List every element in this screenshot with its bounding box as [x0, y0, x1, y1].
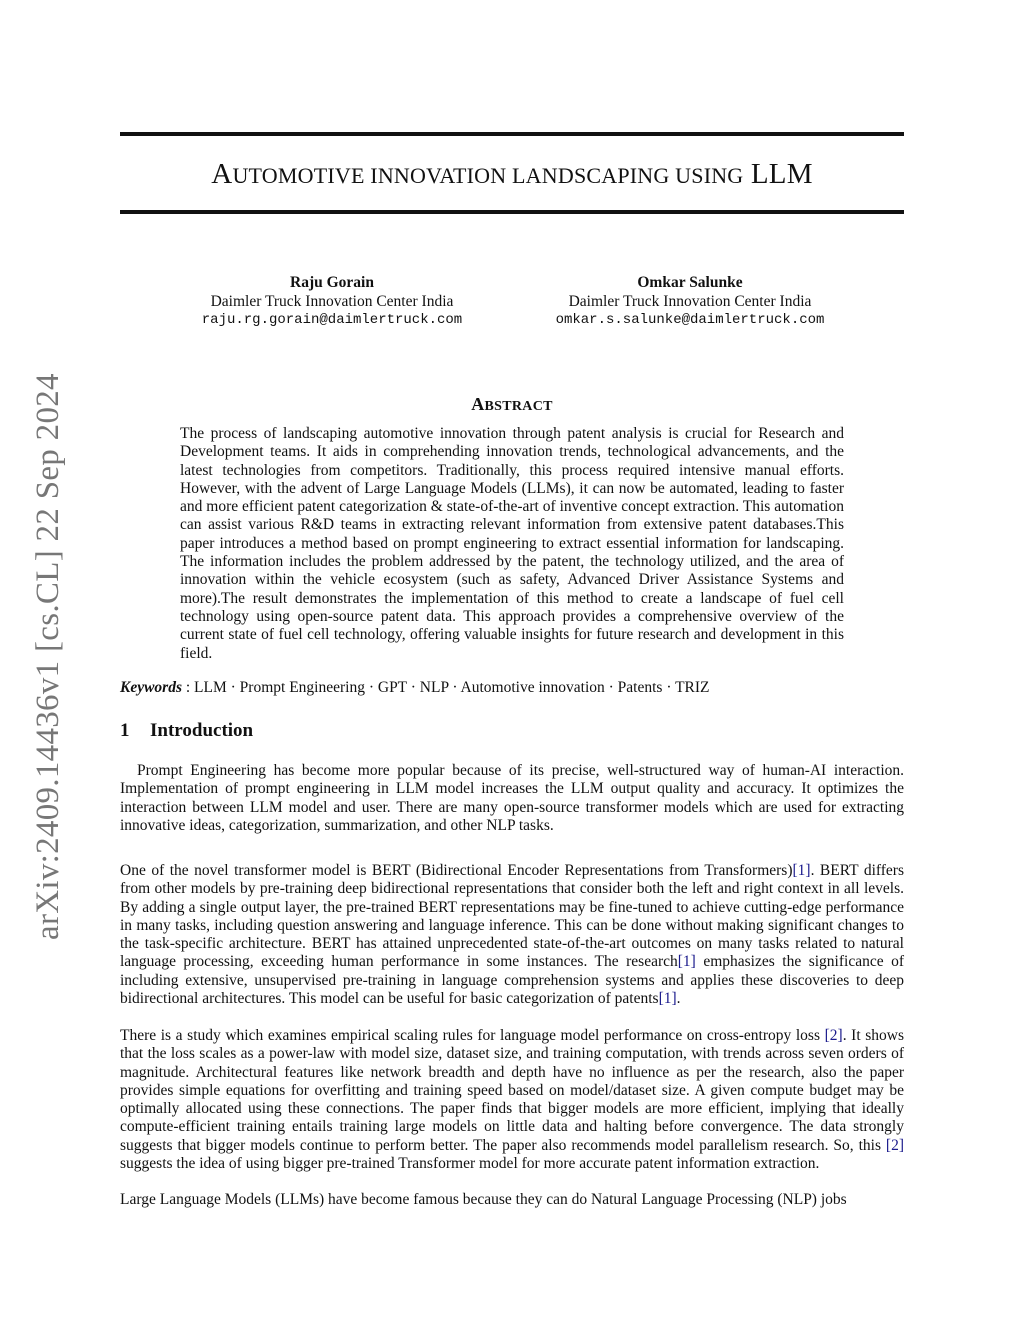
- intro-paragraph-3: [120, 1027, 904, 1173]
- paragraph-text: .: [676, 990, 681, 1008]
- section-number: 1: [120, 720, 130, 741]
- citation-link[interactable]: [1]: [792, 862, 811, 879]
- title-rule-top: [120, 132, 904, 136]
- section-title: Introduction: [150, 720, 254, 741]
- intro-paragraph-1: Prompt Engineering has become more popular because of its precise, well-structured way of human-AI interaction. Implementation of prompt engineering in LLM model increases the LLM output quality and accuracy. It optimizes the interaction between LLM model and user. There are many open-source transformer models which are used for extracting innovative ideas, categorization, summarization, and other NLP tasks.: [120, 762, 904, 834]
- arxiv-sidebar-identifier: arXiv:2409.14436v1 [cs.CL] 22 Sep 2024: [30, 373, 66, 940]
- section-heading-introduction: [120, 720, 253, 742]
- keywords-label: Keywords: [120, 679, 182, 696]
- title-first-letter: A: [211, 158, 233, 190]
- paragraph-text: One of the novel transformer model is BERT (Bidirectional Encoder Representations from Transformers): [120, 862, 793, 879]
- author-block-2: [510, 273, 870, 330]
- author-affiliation: Daimler Truck Innovation Center India: [210, 293, 454, 310]
- abstract-text: The process of landscaping automotive innovation through patent analysis is crucial for Research and Development teams. It aids in comprehending innovation trends, technological advancements, and the latest technologies from competitors. Traditionally, this process required intensive manual efforts. However, with the advent of Large Language Models (LLMs), it can now be automated, leading to faster and more efficient patent categorization & state-of-the-art of inventive concept extraction. This automation can assist various R&D teams in extracting relevant information from extensive patent databases.This paper introduces a method based on prompt engineering to extract essential information for landscaping. The information includes the problem addressed by the patent, the technology utilized, and the area of innovation within the vehicle ecosystem (such as safety, Advanced Driver Assistance Systems and more).The result demonstrates the implementation of this method to create a landscape of fuel cell technology using open-source patent data. This approach provides a comprehensive overview of the current state of fuel cell technology, offering valuable insights for future research and development in this field.: [180, 425, 844, 662]
- abstract-heading-rest: BSTRACT: [484, 399, 553, 414]
- author-email[interactable]: raju.rg.gorain@daimlertruck.com: [201, 312, 463, 328]
- title-rule-bottom: [120, 210, 904, 214]
- title-last-word: LLM: [750, 158, 813, 190]
- author-email[interactable]: omkar.s.salunke@daimlertruck.com: [555, 312, 825, 328]
- abstract-heading-first: A: [471, 394, 485, 414]
- paragraph-text: There is a study which examines empirical scaling rules for language model performance on cross-entropy loss: [120, 1027, 825, 1044]
- paragraph-text: . BERT differs from other models by pre-training deep bidirectional representations that consider both the left and right context in all levels. By adding a single output layer, the pre-trained BERT representations may be fine-tuned to achieve cutting-edge performance in many tasks, including question answering and language inference. This can be done without making significant changes to the task-specific architecture. BERT has attained unprecedented state-of-the-art outcomes on many tasks related to natural language processing, exceeding human performance in some instances. The research: [120, 862, 904, 971]
- intro-paragraph-2: [120, 862, 904, 1008]
- author-affiliation: Daimler Truck Innovation Center India: [568, 293, 812, 310]
- abstract-heading: [180, 394, 844, 415]
- citation-link[interactable]: [1]: [658, 990, 677, 1008]
- citation-link[interactable]: [1]: [677, 953, 696, 971]
- citation-link[interactable]: [2]: [824, 1027, 843, 1044]
- keywords-list: : LLM · Prompt Engineering · GPT · NLP · Automotive innovation · Patents · TRIZ: [182, 679, 710, 696]
- keywords-line: [120, 678, 904, 697]
- intro-paragraph-4: Large Language Models (LLMs) have become famous because they can do Natural Language Processing (NLP) jobs: [120, 1191, 847, 1208]
- paragraph-text: emphasizes the significance of including extensive, unsupervised pre-training in language comprehension systems and applies these discoveries to deep bidirectional architectures. This model can be useful for basic categorization of patents: [120, 953, 904, 1008]
- paper-title: [120, 158, 904, 191]
- paragraph-text: . It shows that the loss scales as a power-law with model size, dataset size, and training computation, with trends across seven orders of magnitude. Architectural features like network breadth and depth have no influence as per the research, also the paper provides simple equations for overfitting and training speed based on model/dataset size. A given compute budget may be optimally allocated using these connections. The paper finds that bigger models are more efficient, implying that ideally compute-efficient training entails training large models on little data and halting before convergence. The data strongly suggests that bigger models continue to perform better. The paper also recommends model parallelism research. So, this: [120, 1027, 904, 1154]
- citation-link[interactable]: [2]: [885, 1136, 904, 1154]
- author-block-1: [152, 273, 512, 330]
- paragraph-text: suggests the idea of using bigger pre-trained Transformer model for more accurate patent information extraction.: [120, 1155, 820, 1173]
- title-smallcaps-text: UTOMOTIVE INNOVATION LANDSCAPING USING: [232, 163, 744, 188]
- author-name: Raju Gorain: [290, 274, 374, 291]
- author-name: Omkar Salunke: [637, 274, 743, 291]
